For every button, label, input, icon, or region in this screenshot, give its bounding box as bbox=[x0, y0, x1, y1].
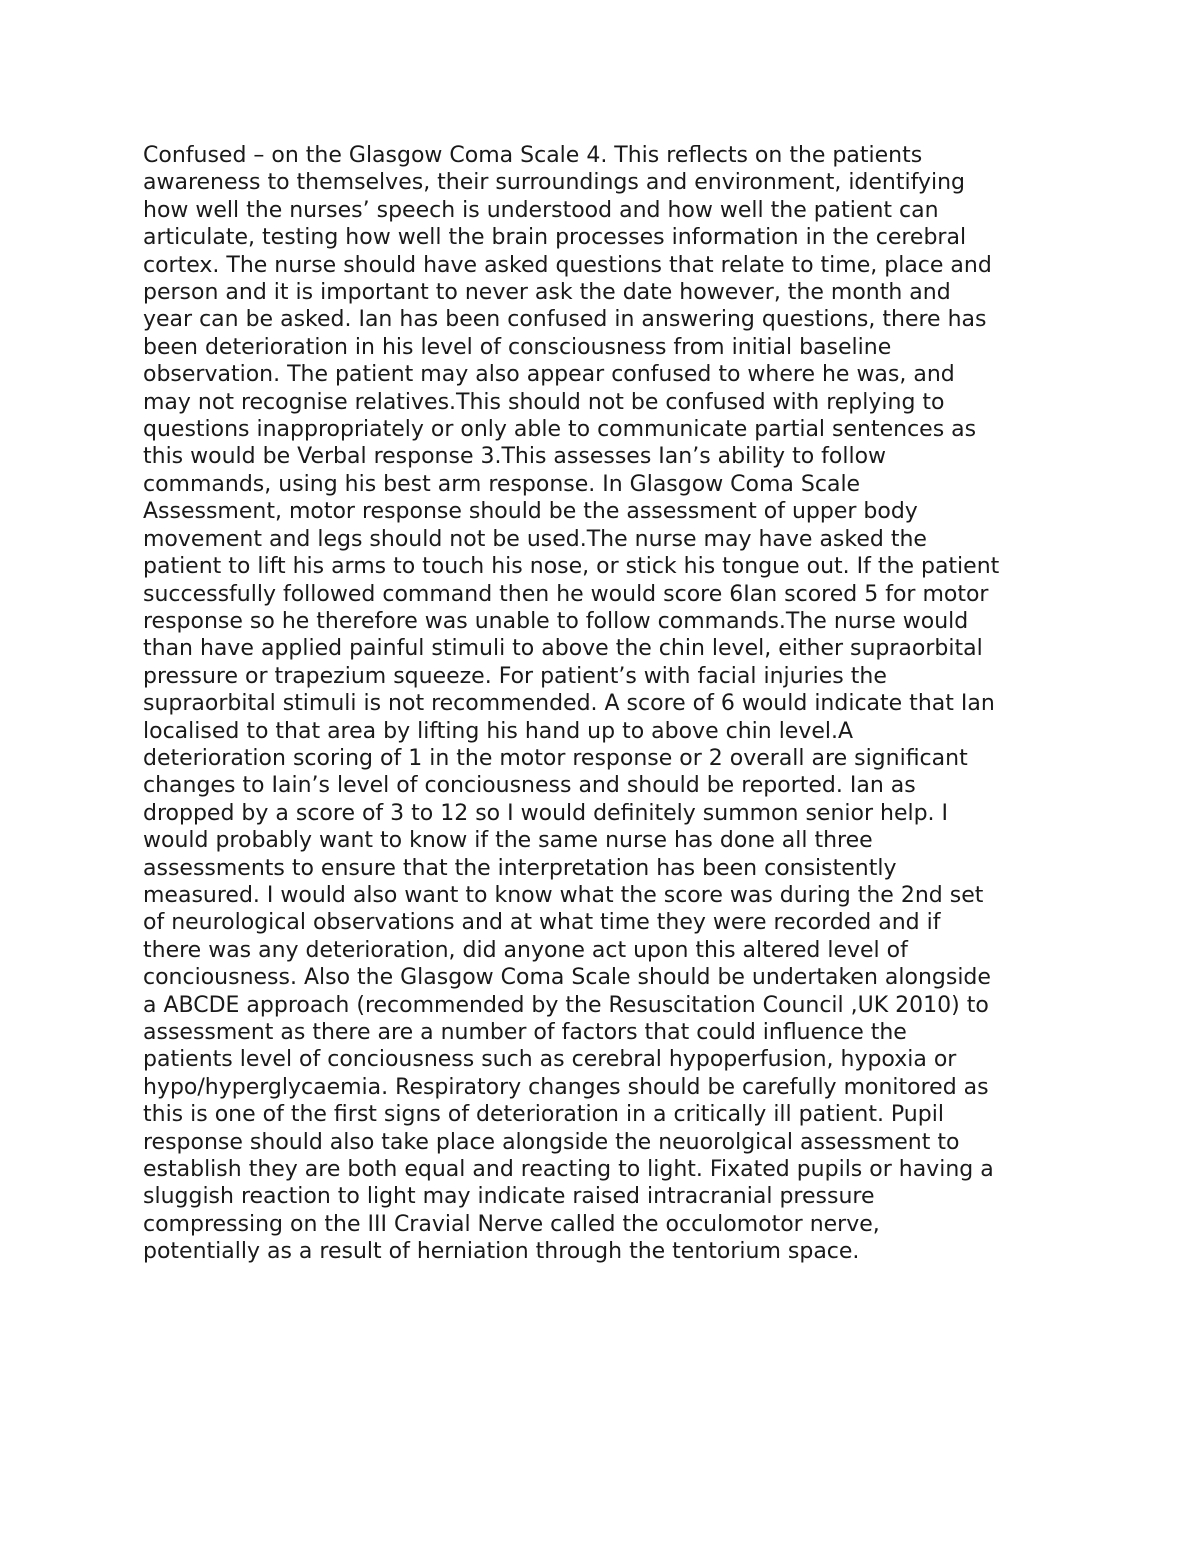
text-line: a ABCDE approach (recommended by the Resuscitation Council ,UK 2010) to bbox=[143, 992, 989, 1018]
text-line: movement and legs should not be used.The nurse may have asked the bbox=[143, 526, 927, 552]
text-line: deterioration scoring of 1 in the motor response or 2 overall are significant bbox=[143, 745, 968, 771]
text-line: patient to lift his arms to touch his nose, or stick his tongue out. If the patient bbox=[143, 554, 1000, 580]
text-line: awareness to themselves, their surroundings and environment, identifying bbox=[143, 170, 966, 196]
text-line: observation. The patient may also appear confused to where he was, and bbox=[143, 362, 955, 388]
text-line: this is one of the first signs of deterioration in a critically ill patient. Pupil bbox=[143, 1102, 944, 1128]
text-line: commands, using his best arm response. In Glasgow Coma Scale bbox=[143, 471, 861, 497]
text-line: person and it is important to never ask the date however, the month and bbox=[143, 280, 951, 306]
text-line: measured. I would also want to know what the score was during the 2nd set bbox=[143, 882, 984, 908]
text-line: Assessment, motor response should be the assessment of upper body bbox=[143, 499, 918, 525]
text-line: been deterioration in his level of consciousness from initial baseline bbox=[143, 334, 892, 360]
text-line: establish they are both equal and reacting to light. Fixated pupils or having a bbox=[143, 1157, 994, 1183]
text-line: cortex. The nurse should have asked questions that relate to time, place and bbox=[143, 252, 992, 278]
text-line: how well the nurses’ speech is understood and how well the patient can bbox=[143, 197, 939, 223]
text-line: Confused – on the Glasgow Coma Scale 4. This reflects on the patients bbox=[143, 143, 923, 168]
text-line: conciousness. Also the Glasgow Coma Scale should be undertaken alongside bbox=[143, 965, 991, 991]
text-line: may not recognise relatives.This should not be confused with replying to bbox=[143, 389, 945, 415]
text-line: of neurological observations and at what time they were recorded and if bbox=[143, 910, 941, 936]
text-line: assessments to ensure that the interpretation has been consistently bbox=[143, 855, 897, 881]
text-line: this would be Verbal response 3.This assesses Ian’s ability to follow bbox=[143, 444, 887, 470]
text-line: localised to that area by lifting his hand up to above chin level.A bbox=[143, 718, 854, 744]
text-line: year can be asked. Ian has been confused in answering questions, there has bbox=[143, 307, 987, 333]
text-line: successfully followed command then he would score 6Ian scored 5 for motor bbox=[143, 581, 989, 607]
text-line: assessment as there are a number of factors that could influence the bbox=[143, 1020, 907, 1045]
text-line: potentially as a result of herniation through the tentorium space. bbox=[143, 1239, 860, 1265]
text-line: questions inappropriately or only able to communicate partial sentences as bbox=[143, 417, 977, 443]
text-line: response so he therefore was unable to follow commands.The nurse would bbox=[143, 608, 969, 634]
text-line: supraorbital stimuli is not recommended. A score of 6 would indicate that Ian bbox=[143, 691, 995, 717]
text-line: hypo/hyperglycaemia. Respiratory changes should be carefully monitored as bbox=[143, 1074, 989, 1100]
text-line: there was any deterioration, did anyone act upon this altered level of bbox=[143, 937, 908, 963]
text-line: pressure or trapezium squeeze. For patient’s with facial injuries the bbox=[143, 663, 887, 689]
text-line: changes to Iain’s level of conciousness and should be reported. Ian as bbox=[143, 773, 916, 799]
text-line: compressing on the III Cravial Nerve called the occulomotor nerve, bbox=[143, 1211, 880, 1237]
text-line: sluggish reaction to light may indicate raised intracranial pressure bbox=[143, 1184, 875, 1210]
text-line: would probably want to know if the same nurse has done all three bbox=[143, 828, 873, 854]
text-line: than have applied painful stimuli to above the chin level, either supraorbital bbox=[143, 636, 983, 662]
text-line: dropped by a score of 3 to 12 so I would definitely summon senior help. I bbox=[143, 800, 949, 826]
text-line: response should also take place alongside the neuorolgical assessment to bbox=[143, 1129, 960, 1155]
text-line: articulate, testing how well the brain processes information in the cerebral bbox=[143, 225, 967, 251]
text-line: patients level of conciousness such as cerebral hypoperfusion, hypoxia or bbox=[143, 1047, 957, 1073]
body-paragraph bbox=[143, 142, 1073, 1266]
